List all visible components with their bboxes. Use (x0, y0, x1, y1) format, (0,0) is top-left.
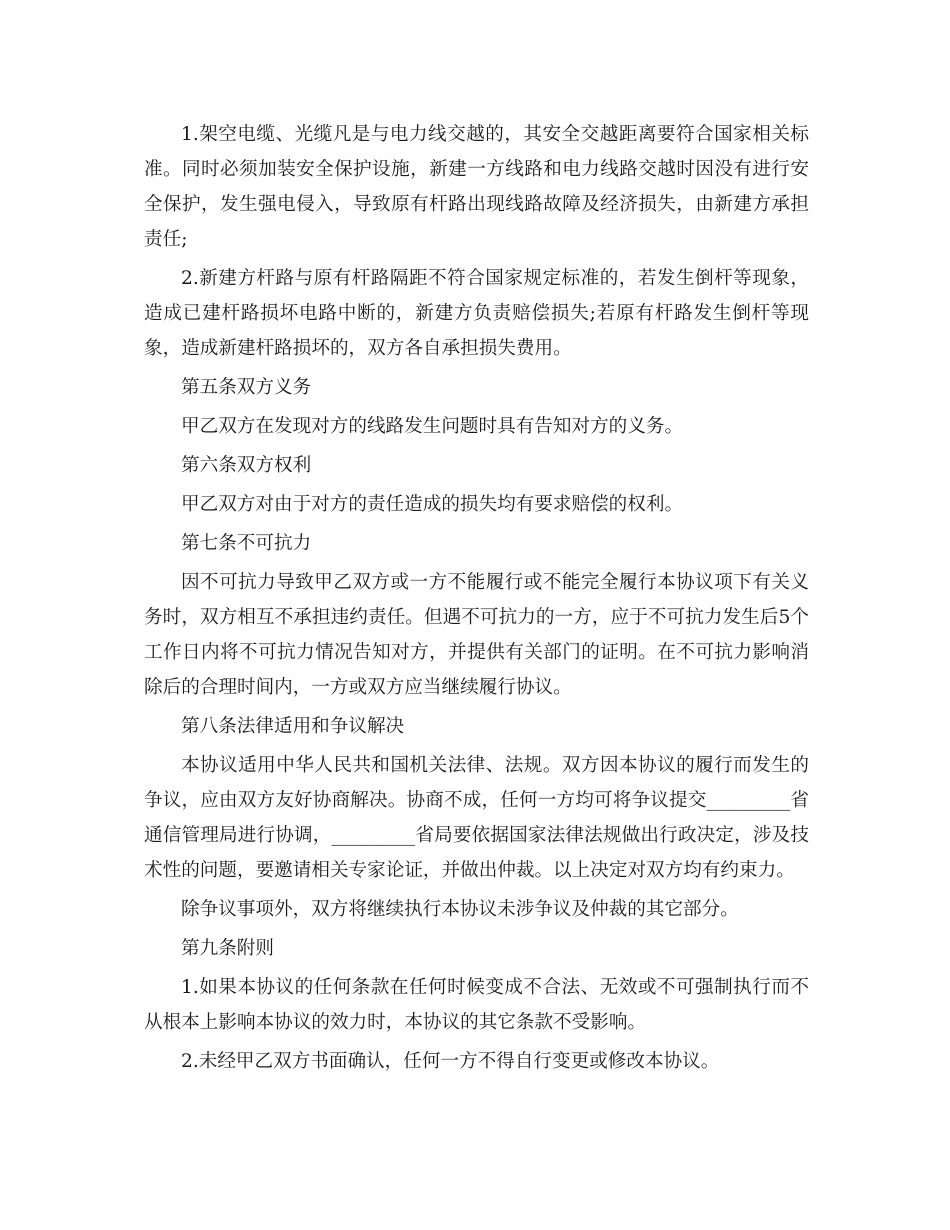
clause-paragraph: 1.如果本协议的任何条款在任何时候变成不合法、无效或不可强制执行而不从根本上影响本协议的效力时，本协议的其它条款不受影响。 (144, 977, 809, 1033)
section-heading: 第八条法律适用和争议解决 (181, 716, 405, 737)
clause-paragraph: 因不可抗力导致甲乙双方或一方不能履行或不能完全履行本协议项下有关义务时，双方相互不承担违约责任。但遇不可抗力的一方，应于不可抗力发生后5个工作日内将不可抗力情况告知对方，并提供有关部门的证明。在不可抗力影响消除后的合理时间内，一方或双方应当继续履行协议。 (144, 572, 809, 698)
section-heading: 第五条双方义务 (181, 377, 312, 398)
section-heading: 第九条附则 (181, 938, 274, 959)
clause-paragraph: 甲乙双方对由于对方的责任造成的损失均有要求赔偿的权利。 (181, 494, 684, 515)
section-heading: 第六条双方权利 (181, 455, 312, 476)
clause-paragraph: 甲乙双方在发现对方的线路发生问题时具有告知对方的义务。 (181, 416, 684, 437)
section-heading: 第七条不可抗力 (181, 533, 312, 554)
document-body (144, 117, 809, 1079)
clause-paragraph: 本协议适用中华人民共和国机关法律、法规。双方因本协议的履行而发生的争议，应由双方友好协商解决。协商不成，任何一方均可将争议提交_________省通信管理局进行协调，_________省局要依据国家法律法规做出行政决定，涉及技术性的问题，要邀请相关专家论证，并做出仲裁。以上决定对双方均有约束力。 (144, 755, 809, 881)
clause-paragraph: 除争议事项外，双方将继续执行本协议未涉争议及仲裁的其它部分。 (181, 899, 739, 920)
clause-paragraph: 2.未经甲乙双方书面确认，任何一方不得自行变更或修改本协议。 (181, 1051, 720, 1072)
clause-paragraph: 1.架空电缆、光缆凡是与电力线交越的，其安全交越距离要符合国家相关标准。同时必须加装安全保护设施，新建一方线路和电力线路交越时因没有进行安全保护，发生强电侵入，导致原有杆路出现线路故障及经济损失，由新建方承担责任; (144, 124, 809, 250)
clause-paragraph: 2.新建方杆路与原有杆路隔距不符合国家规定标准的，若发生倒杆等现象，造成已建杆路损坏电路中断的，新建方负责赔偿损失;若原有杆路发生倒杆等现象，造成新建杆路损坏的，双方各自承担损失费用。 (144, 268, 809, 359)
